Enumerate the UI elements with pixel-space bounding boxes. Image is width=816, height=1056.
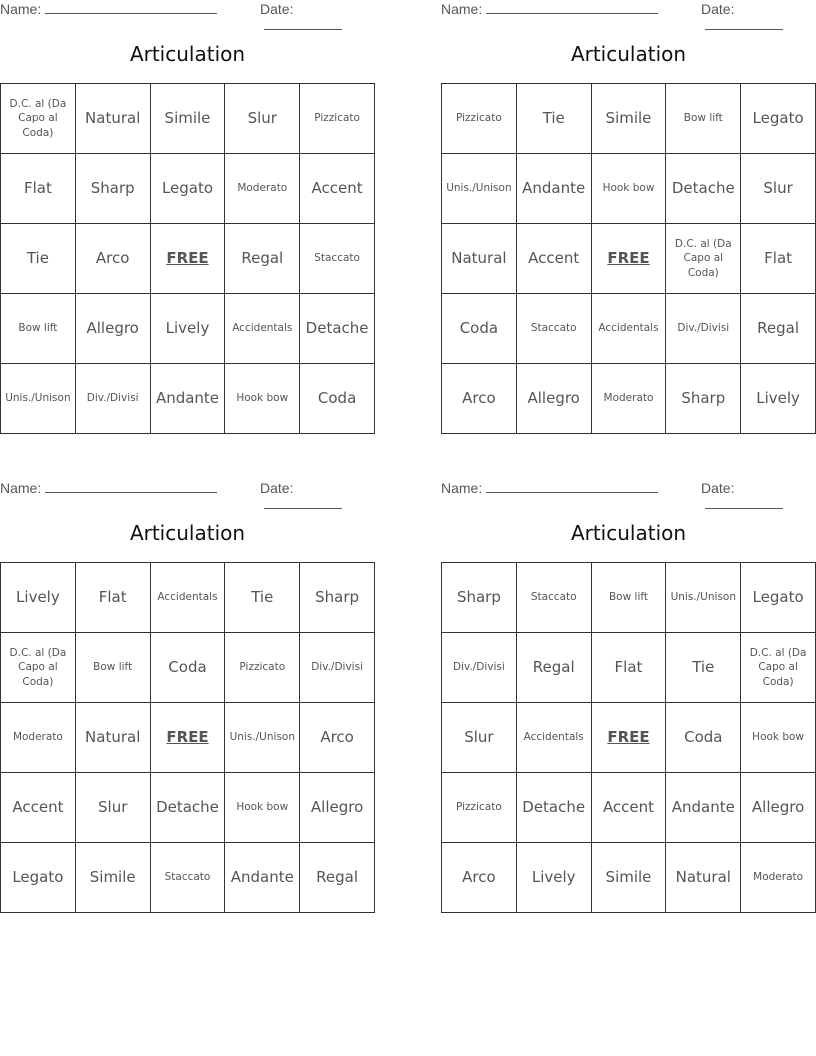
bingo-cell: Slur — [225, 84, 300, 154]
bingo-cell: Sharp — [442, 563, 517, 633]
bingo-cell: Accent — [300, 154, 375, 224]
date-blank-line — [264, 17, 342, 30]
name-field — [441, 1, 658, 17]
bingo-cell: Flat — [76, 563, 151, 633]
bingo-cell: Regal — [300, 843, 375, 913]
date-blank-line — [264, 496, 342, 509]
bingo-cell: Bow lift — [666, 84, 741, 154]
bingo-cell: Moderato — [1, 703, 76, 773]
bingo-cell: Andante — [517, 154, 592, 224]
bingo-cell: Legato — [151, 154, 226, 224]
bingo-cell: Arco — [442, 364, 517, 434]
bingo-cell: Slur — [76, 773, 151, 843]
bingo-card-3 — [0, 479, 375, 915]
bingo-cell: Accidentals — [151, 563, 226, 633]
date-blank-line — [705, 17, 783, 30]
bingo-cell: Natural — [666, 843, 741, 913]
card-title: Articulation — [129, 42, 246, 66]
bingo-card-1 — [0, 0, 375, 436]
bingo-cell: Staccato — [300, 224, 375, 294]
bingo-cell: Moderato — [741, 843, 816, 913]
name-blank-line — [486, 1, 658, 14]
bingo-cell: Hook bow — [592, 154, 667, 224]
bingo-grid — [0, 83, 375, 434]
bingo-cell: Detache — [151, 773, 226, 843]
bingo-cell: D.C. al (Da Capo al Coda) — [1, 633, 76, 703]
bingo-cell: Tie — [225, 563, 300, 633]
bingo-cell: Simile — [592, 843, 667, 913]
bingo-cell: Flat — [741, 224, 816, 294]
bingo-cell: Accidentals — [592, 294, 667, 364]
bingo-cell: D.C. al (Da Capo al Coda) — [1, 84, 76, 154]
bingo-cell: Bow lift — [592, 563, 667, 633]
free-space-cell: FREE — [151, 703, 226, 773]
free-space-cell: FREE — [151, 224, 226, 294]
bingo-cell: Hook bow — [225, 364, 300, 434]
bingo-cell: D.C. al (Da Capo al Coda) — [741, 633, 816, 703]
bingo-cell: Moderato — [225, 154, 300, 224]
bingo-cell: Unis./Unison — [1, 364, 76, 434]
bingo-grid — [441, 562, 816, 913]
bingo-cell: Lively — [1, 563, 76, 633]
name-blank-line — [45, 480, 217, 493]
bingo-cell: Staccato — [151, 843, 226, 913]
bingo-cell: Accent — [1, 773, 76, 843]
bingo-cell: Lively — [151, 294, 226, 364]
date-label: Date: — [701, 1, 735, 17]
bingo-cell: Andante — [666, 773, 741, 843]
card-header — [0, 1, 375, 21]
name-field — [0, 1, 217, 17]
bingo-cell: Allegro — [300, 773, 375, 843]
date-field — [701, 480, 816, 512]
name-label: Name: — [441, 1, 483, 17]
date-field — [260, 1, 375, 33]
bingo-cell: Unis./Unison — [442, 154, 517, 224]
free-space-cell: FREE — [592, 224, 667, 294]
bingo-cell: Natural — [76, 84, 151, 154]
bingo-cell: Allegro — [517, 364, 592, 434]
bingo-cell: Staccato — [517, 294, 592, 364]
bingo-cell: Div./Divisi — [442, 633, 517, 703]
bingo-cell: Pizzicato — [442, 84, 517, 154]
bingo-cell: Div./Divisi — [666, 294, 741, 364]
card-title: Articulation — [129, 521, 246, 545]
date-field — [701, 1, 816, 33]
bingo-cell: Detache — [300, 294, 375, 364]
bingo-cell: Accent — [592, 773, 667, 843]
bingo-cell: Bow lift — [1, 294, 76, 364]
bingo-cell: Accent — [517, 224, 592, 294]
bingo-cell: Legato — [741, 84, 816, 154]
bingo-cell: Arco — [76, 224, 151, 294]
bingo-cell: Natural — [76, 703, 151, 773]
bingo-cell: Coda — [300, 364, 375, 434]
date-field — [260, 480, 375, 512]
card-header — [0, 480, 375, 500]
bingo-cell: Regal — [225, 224, 300, 294]
name-blank-line — [486, 480, 658, 493]
name-field — [0, 480, 217, 496]
card-header — [441, 480, 816, 500]
bingo-cell: Flat — [592, 633, 667, 703]
bingo-cell: Legato — [741, 563, 816, 633]
bingo-cell: Hook bow — [741, 703, 816, 773]
date-blank-line — [705, 496, 783, 509]
bingo-cell: Pizzicato — [225, 633, 300, 703]
name-label: Name: — [0, 480, 42, 496]
bingo-cell: Slur — [741, 154, 816, 224]
bingo-cell: Div./Divisi — [300, 633, 375, 703]
bingo-cell: Accidentals — [517, 703, 592, 773]
name-field — [441, 480, 658, 496]
bingo-cell: Accidentals — [225, 294, 300, 364]
bingo-card-2 — [441, 0, 816, 436]
bingo-cell: Unis./Unison — [225, 703, 300, 773]
bingo-cell: Coda — [442, 294, 517, 364]
bingo-cell: Tie — [1, 224, 76, 294]
bingo-cell: Moderato — [592, 364, 667, 434]
name-label: Name: — [441, 480, 483, 496]
bingo-cell: Bow lift — [76, 633, 151, 703]
name-blank-line — [45, 1, 217, 14]
bingo-cell: Sharp — [300, 563, 375, 633]
bingo-cell: Staccato — [517, 563, 592, 633]
bingo-cell: Arco — [442, 843, 517, 913]
bingo-cell: Regal — [741, 294, 816, 364]
bingo-cell: Div./Divisi — [76, 364, 151, 434]
card-title: Articulation — [570, 42, 687, 66]
bingo-cell: Lively — [741, 364, 816, 434]
bingo-cell: Andante — [225, 843, 300, 913]
bingo-grid — [0, 562, 375, 913]
bingo-cell: Hook bow — [225, 773, 300, 843]
bingo-cell: Andante — [151, 364, 226, 434]
bingo-cell: Natural — [442, 224, 517, 294]
bingo-cell: Legato — [1, 843, 76, 913]
bingo-cell: Slur — [442, 703, 517, 773]
date-label: Date: — [260, 480, 294, 496]
bingo-cell: Detache — [666, 154, 741, 224]
bingo-cell: Simile — [592, 84, 667, 154]
bingo-cell: Pizzicato — [300, 84, 375, 154]
bingo-cell: Pizzicato — [442, 773, 517, 843]
date-label: Date: — [260, 1, 294, 17]
bingo-cell: Coda — [151, 633, 226, 703]
bingo-cell: Lively — [517, 843, 592, 913]
bingo-cell: D.C. al (Da Capo al Coda) — [666, 224, 741, 294]
card-title: Articulation — [570, 521, 687, 545]
bingo-cell: Coda — [666, 703, 741, 773]
bingo-cell: Simile — [151, 84, 226, 154]
bingo-cell: Detache — [517, 773, 592, 843]
bingo-cell: Regal — [517, 633, 592, 703]
free-space-cell: FREE — [592, 703, 667, 773]
name-label: Name: — [0, 1, 42, 17]
bingo-cell: Arco — [300, 703, 375, 773]
bingo-cell: Sharp — [76, 154, 151, 224]
bingo-cell: Allegro — [741, 773, 816, 843]
bingo-cell: Flat — [1, 154, 76, 224]
bingo-cell: Tie — [666, 633, 741, 703]
card-header — [441, 1, 816, 21]
bingo-cell: Tie — [517, 84, 592, 154]
bingo-cell: Allegro — [76, 294, 151, 364]
bingo-cell: Simile — [76, 843, 151, 913]
bingo-cell: Sharp — [666, 364, 741, 434]
bingo-card-4 — [441, 479, 816, 915]
date-label: Date: — [701, 480, 735, 496]
bingo-cell: Unis./Unison — [666, 563, 741, 633]
bingo-grid — [441, 83, 816, 434]
